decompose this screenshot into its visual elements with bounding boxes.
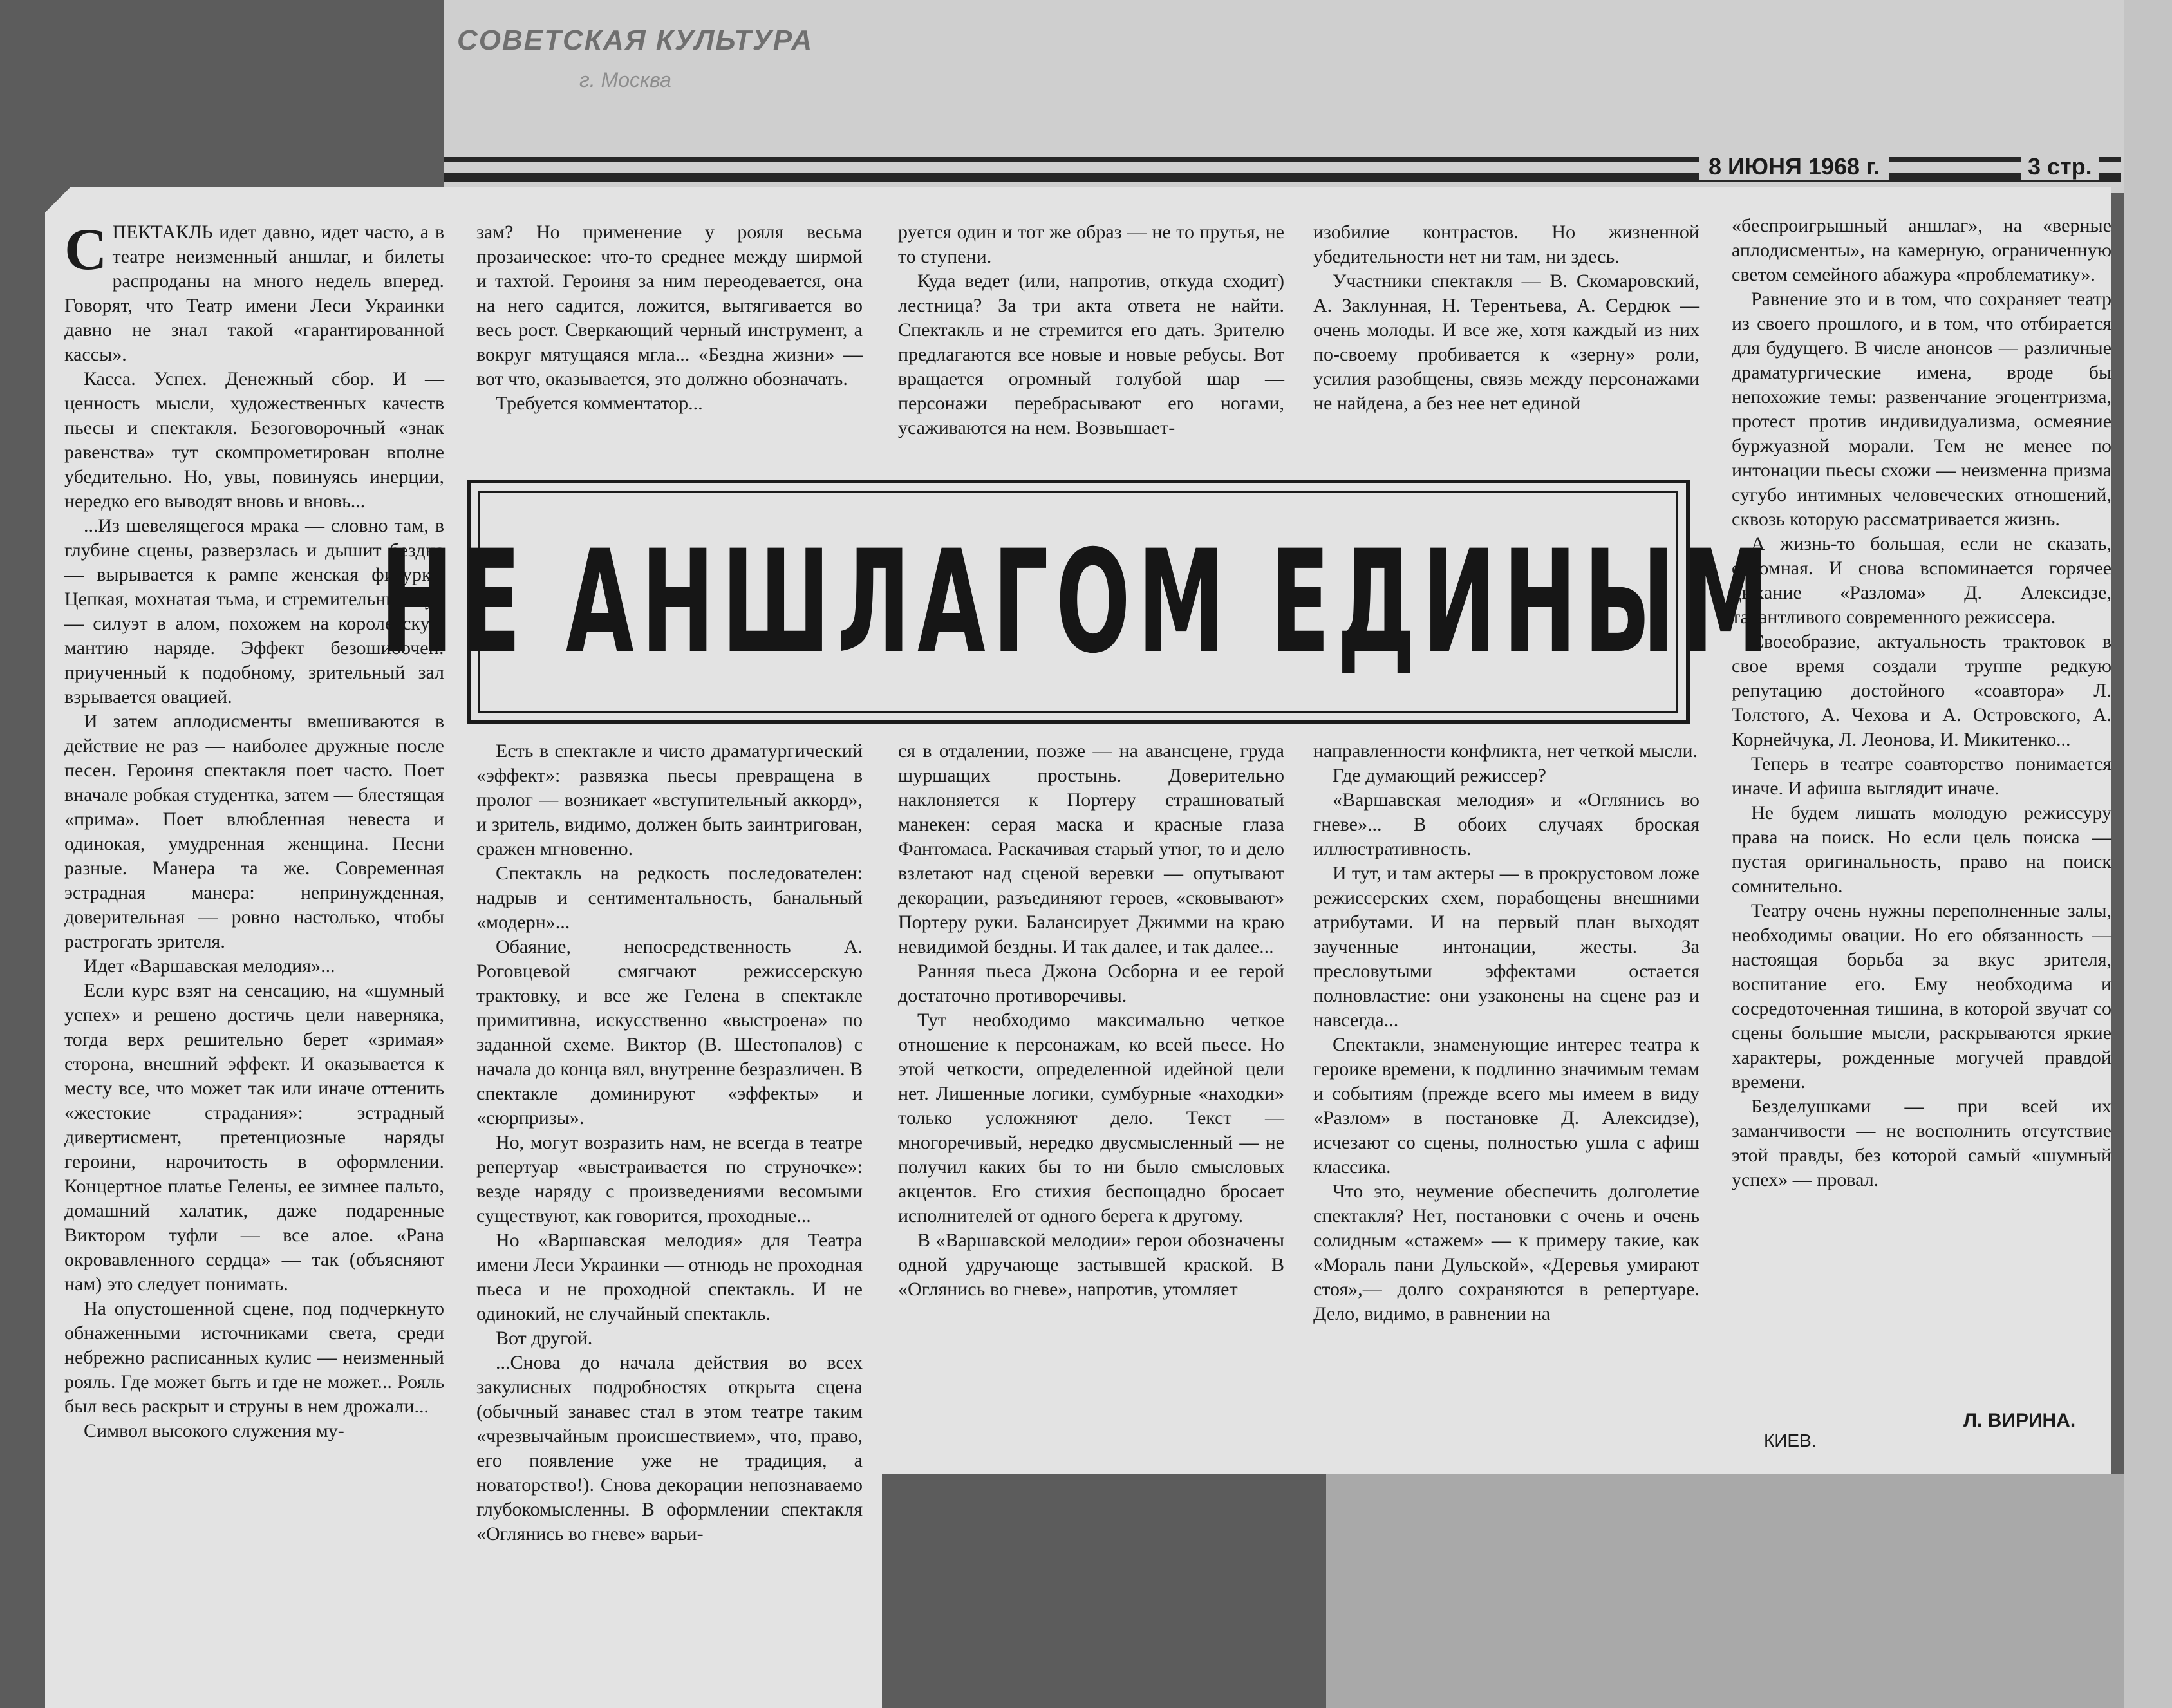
paragraph: ...Из шевелящегося мрака — словно там, в глубине сцены, разверзлась и дышит бездна — вырывается к рампе женская фигурка. Цепкая, мохнатая тьма, и стремительный луч — силуэт в алом, похожем на королевскую мантию наряде. Эффект безошибочен: приученный к подобному, зрительный зал взрывается овацией. xyxy=(64,515,444,708)
paragraph: Равнение это и в том, что сохраняет театр из своего прошлого, и в том, что отбирается для будущего. В числе анонсов — различные драматургические имена, вроде бы непохожие темы: развенчание эгоцентризма, протест против индивидуализма, осмеяние буржуазной морали. Тем не менее по интонации пьесы схожи — неизменна призма сугубо интимных человеческих отношений, сквозь которую рассматривается жизнь. xyxy=(1732,288,2111,530)
paragraph: Где думающий режиссер? xyxy=(1333,765,1546,786)
paragraph: И затем аплодисменты вмешиваются в действие не раз — наиболее дружные после песен. Героиня спектакля поет часто. Поет вначале робкая студентка, затем — блестящая «прима». Поет влюбленная невеста и одинокая, умудренная женщина. Песни разные. Манера та же. Современная эстрадная манера: непринужденная, доверительная — ровно настолько, чтобы растрогать зрителя. xyxy=(64,711,444,952)
article-headline: НЕ АНШЛАГОМ ЕДИНЫМ xyxy=(380,520,1777,684)
paragraph: Куда ведет (или, напротив, откуда сходит) лестница? За три акта ответа не найти. Спектакль и не стремится его дать. Зрителю предлагаются все новые и новые ребусы. Вот вращается огромный голубой шар — персонажи перебрасывают его ногами, усаживаются на нем. Возвышает- xyxy=(898,270,1284,438)
paragraph: «беспроигрышный аншлаг», на «верные аплодисменты», на камерную, ограниченную светом семейного абажура «проблематику». xyxy=(1732,215,2111,285)
paragraph: Что это, неумение обеспечить долголетие спектакля? Нет, постановки с очень и очень солидным «стажем» — к примеру такие, как «Мораль пани Дульской», «Деревья умирают стоя»,— долго сохраняются в репертуаре. Дело, видимо, в равнении на xyxy=(1313,1181,1699,1324)
article-column-2-bottom xyxy=(476,739,863,1546)
paragraph: И тут, и там актеры — в прокрустовом ложе режиссерских схем, порабощены внешними атрибутами. И на первый план выходят заученные интонации, жесты. За пресловутыми эффектами остается полновластие: они узаконены на сцене раз и навсегда... xyxy=(1313,863,1699,1031)
paragraph: руется один и тот же образ — не то прутья, не то ступени. xyxy=(898,221,1284,267)
paragraph: Но «Варшавская мелодия» для Театра имени Леси Украинки — отнюдь не проходная пьеса и не проходной спектакль. И не одинокий, не случайный спектакль. xyxy=(476,1230,863,1324)
paragraph: Безделушками — при всей их заманчивости — не восполнить отсутствие этой правды, без которой самый «шумный успех» — провал. xyxy=(1732,1096,2111,1190)
paragraph: Ранняя пьеса Джона Осборна и ее герой достаточно противоречивы. xyxy=(898,961,1284,1006)
article-column-4-top xyxy=(1313,220,1699,416)
dateline-city: КИЕВ. xyxy=(1764,1431,1817,1450)
paragraph: Теперь в театре соавторство понимается иначе. И афиша выглядит иначе. xyxy=(1732,753,2111,799)
author-signature: Л. ВИРИНА. xyxy=(1963,1410,2076,1431)
paragraph: Тут необходимо максимально четкое отношение к персонажам, ко всей пьесе. Но этой четкости, определенной идейной цели нет. Лишенные логики, сумбурные «находки» только усложняют дело. Текст — многоречивый, нередко двусмысленный — не получил каких бы то ни было смысловых акцентов. Его стихия беспощадно бросает исполнителей от одного берега к другому. xyxy=(898,1009,1284,1226)
paragraph: Если курс взят на сенсацию, на «шумный успех» и решено достичь цели наверняка, тогда верх решительно берет «зримая» сторона, внешний эффект. И оказывается к месту все, что может так или иначе оттенить «жестокие страдания»: эстрадный дивертисмент, претенциозные наряды героини, нарочитость в оформлении. Концертное платье Гелены, ее зимнее пальто, домашний халатик, даже подаренные Виктором туфли — все алое. «Рана окровавленного сердца» — так (объясняют нам) это следует понимать. xyxy=(64,980,444,1295)
paragraph: «Варшавская мелодия» и «Оглянись во гневе»... В обоих случаях броская иллюстративность. xyxy=(1313,789,1699,859)
article-headline-box xyxy=(380,480,1777,724)
paragraph: ...Снова до начала действия во всех закулисных подробностях открыта сцена (обычный занавес стал в этом театре таким «чрезвычайным происшествием», что, право, его появление уже не традиция, а новаторство!). Снова декорации непознаваемо глубокомысленны. В оформлении спектакля «Оглянись во гневе» варьи- xyxy=(476,1352,863,1544)
paragraph: Обаяние, непосредственность А. Роговцевой смягчают режиссерскую трактовку, и все же Гелена в спектакле примитивна, искусственно «выстроена» по заданной схеме. Виктор (В. Шестопалов) с начала до конца вял, внутренне безразличен. В спектакле доминируют «эффекты» и «сюрпризы». xyxy=(476,936,863,1129)
scan-background-right xyxy=(2124,0,2172,1708)
paragraph: изобилие контрастов. Но жизненной убедительности нет ни там, ни здесь. xyxy=(1313,221,1699,267)
issue-date: 8 ИЮНЯ 1968 г. xyxy=(1699,153,1889,180)
paragraph: зам? Но применение у рояля весьма прозаическое: что-то среднее между ширмой и тахтой. Героиня за ним переодевается, она на него садится, ложится, вытягивается во весь рост. Сверкающий черный инструмент, а вокруг мятущаяся мгла... «Бездна жизни» — вот что, оказывается, это должно обозначать. xyxy=(476,221,863,389)
paragraph: ся в отдалении, позже — на авансцене, груда шуршащих простынь. Доверительно наклоняется к Портеру страшноватый манекен: серая маска и красные глаза Фантомаса. Раскачивая старый утюг, то и дело взлетают над сценой веревки — опутывают декорации, разъединяют героев, «сковывают» Портеру руки. Балансирует Джимми на краю невидимой бездны. И так далее, и так далее... xyxy=(898,740,1284,957)
paragraph: Не будем лишать молодую режиссуру права на поиск. Но если цель поиска — пустая оригинальность, право на поиск сомнительно. xyxy=(1732,802,2111,897)
paragraph: Театру очень нужны переполненные залы, необходимы овации. Но его обязанность — настоящая борьба за вкус зрителя, воспитание его. Ему необходима и сосредоточенная тишина, в которой звучат со сцены большие мысли, раскрываются яркие характеры, рожденные могучей правдой времени. xyxy=(1732,900,2111,1093)
article-column-2-top xyxy=(476,220,863,416)
paragraph: Касса. Успех. Денежный сбор. И — ценность мысли, художественных качеств пьесы и спектакля. Безоговорочный «знак равенства» тут скомпрометирован вполне убедительно. Но, увы, повинуясь инерции, нередко его выводят вновь и вновь... xyxy=(64,368,444,512)
paragraph: Символ высокого служения му- xyxy=(84,1420,344,1441)
article-column-5 xyxy=(1732,214,2111,1192)
article-column-4-bottom xyxy=(1313,739,1699,1326)
paragraph: Вот другой. xyxy=(496,1328,593,1349)
article-column-3-top xyxy=(898,220,1284,440)
scan-background-bottom xyxy=(1326,1474,2124,1708)
paragraph: Спектакль на редкость последователен: надрыв и сентиментальность, банальный «модерн»... xyxy=(476,863,863,933)
newspaper-city: г. Москва xyxy=(579,68,671,91)
paragraph: Своеобразие, актуальность трактовок в свое время создали труппе редкую репутацию достойного «соавтора» Л. Толстого, А. Чехова и А. Островского, А. Корнейчука, Л. Леонова, И. Микитенко... xyxy=(1732,631,2111,750)
paragraph: Требуется комментатор... xyxy=(496,393,703,414)
paragraph: В «Варшавской мелодии» герои обозначены одной удручающе застывшей краской. В «Оглянись во гневе», напротив, утомляет xyxy=(898,1230,1284,1300)
paragraph: Участники спектакля — В. Скомаровский, А. Заклунная, Н. Терентьева, А. Сердюк — очень молоды. И все же, хотя каждый из них по-своему пробивается к «зерну» роли, усилия разобщены, связь между персонажами не найдена, а без нее нет единой xyxy=(1313,270,1699,414)
article-column-1 xyxy=(64,216,444,1443)
paragraph: Идет «Варшавская мелодия»... xyxy=(84,955,335,977)
paragraph: ПЕКТАКЛЬ идет давно, идет часто, а в театре неизменный аншлаг, и билеты распроданы на много недель вперед. Говорят, что Театр имени Леси Украинки давно не знал такой «гарантированной кассы». xyxy=(64,221,444,365)
paragraph: Спектакли, знаменующие интерес театра к героике времени, к подлинно значимым темам и событиям (прежде всего мы имеем в виду «Разлом» в постановке Д. Алексидзе), исчезают со сцены, полностью ушла с афиш классика. xyxy=(1313,1034,1699,1178)
paragraph: Есть в спектакле и чисто драматургический «эффект»: развязка пьесы превращена в пролог — возникает «вступительный аккорд», и зритель, видимо, должен быть заинтригован, сражен мгновенно. xyxy=(476,740,863,859)
newspaper-stamp: СОВЕТСКАЯ КУЛЬТУРА xyxy=(457,24,814,56)
paragraph: направленности конфликта, нет четкой мысли. xyxy=(1313,740,1698,762)
paragraph: Но, могут возразить нам, не всегда в театре репертуар «выстраивается по струночке»: везде наряду с произведениями весомыми существуют, как говорится, проходные... xyxy=(476,1132,863,1226)
drop-cap: С xyxy=(64,216,108,282)
article-column-3-bottom xyxy=(898,739,1284,1302)
paragraph: На опустошенной сцене, под подчеркнуто обнаженными источниками света, среди небрежно расписанных кулис — неизменный рояль. Где может быть и где не может... Рояль был весь раскрыт и струны в нем дрожали... xyxy=(64,1298,444,1417)
paragraph: А жизнь-то большая, если не сказать, огромная. И снова вспоминается горячее дыхание «Разлома» Д. Алексидзе, талантливого современного режиссера. xyxy=(1732,533,2111,628)
page-number: 3 стр. xyxy=(2021,153,2099,180)
